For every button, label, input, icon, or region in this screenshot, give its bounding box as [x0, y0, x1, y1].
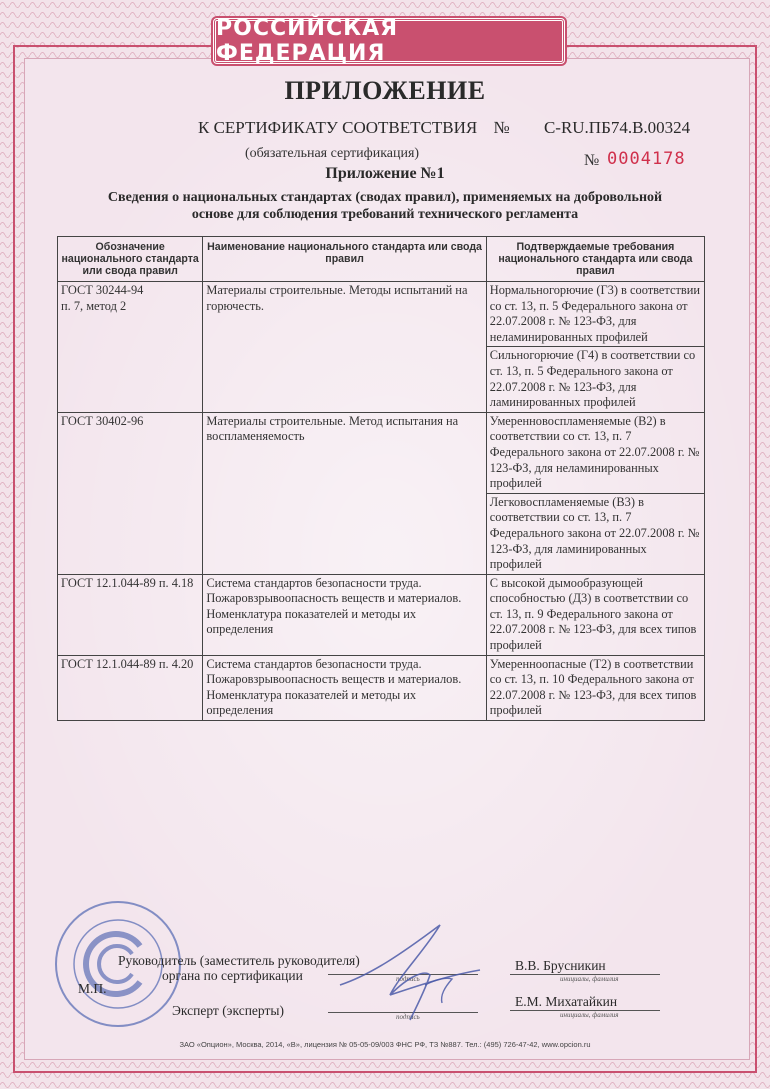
- expert-label: Эксперт (эксперты): [172, 1003, 284, 1018]
- cell-requirement: С высокой дымообразующей способностью (Д3) в соответствии со ст. 13, п. 9 Федерального закона от 22.07.2008 г. № 123-ФЗ, для всех типов профилей: [486, 574, 704, 655]
- head-name: В.В. Брусникин: [515, 958, 606, 973]
- document-title: ПРИЛОЖЕНИЕ: [284, 76, 486, 105]
- cell-requirement: Умеренновоспламеняемые (В2) в соответствии со ст. 13, п. 7 Федерального закона от 22.07.2008 г. № 123-ФЗ, для неламинированных профилей: [486, 412, 704, 493]
- cell-name: Материалы строительные. Метод испытания на воспламеняемость: [203, 412, 486, 574]
- header-requirements: Подтверждаемые требования национального стандарта или свода правил: [486, 237, 704, 282]
- name-caption: инициалы, фамилия: [560, 1011, 619, 1019]
- code-text: п. 7, метод 2: [61, 298, 127, 313]
- country-banner: РОССИЙСКАЯ ФЕДЕРАЦИЯ: [213, 18, 565, 64]
- cell-name: Система стандартов безопасности труда. Пожаровзрывоопасность веществ и материалов. Номенклатура показателей и методы их определения: [203, 574, 486, 655]
- table-row: [58, 412, 705, 493]
- printer-footer: ЗАО «Опцион», Москва, 2014, «В», лицензия № 05-05-09/003 ФНС РФ, ТЗ №887. Тел.: (495) 726-47-42, www.opcion.ru: [179, 1040, 591, 1049]
- mandatory-note: (обязательная сертификация): [245, 146, 420, 161]
- code-text: ГОСТ 30244-94: [61, 283, 144, 297]
- serial-sign: №: [584, 152, 600, 169]
- cell-code: ГОСТ 30402-96: [58, 412, 203, 574]
- cell-code: ГОСТ 12.1.044-89 п. 4.18: [58, 574, 203, 655]
- appendix-title: Приложение №1: [325, 165, 445, 182]
- cell-requirement: Умеренноопасные (Т2) в соответствии со ст. 13, п. 10 Федерального закона от 22.07.2008 г. № 123-ФЗ, для всех типов профилей: [486, 655, 704, 720]
- header-code: Обозначение национального стандарта или свода правил: [58, 237, 203, 282]
- subtitle-line: основе для соблюдения требований технического регламента: [191, 207, 579, 222]
- cell-code: [58, 282, 203, 413]
- head-title-line1: Руководитель (заместитель руководителя): [118, 953, 360, 968]
- certificate-number: C-RU.ПБ74.В.00324: [543, 118, 691, 137]
- cell-name: Материалы строительные. Методы испытаний на горючесть.: [203, 282, 486, 413]
- cell-name: Система стандартов безопасности труда. Пожаровзрывоопасность веществ и материалов. Номенклатура показателей и методы их определения: [203, 655, 486, 720]
- head-title-line2: органа по сертификации: [162, 968, 303, 983]
- header-name: Наименование национального стандарта или свода правил: [203, 237, 486, 282]
- cell-requirement: Нормальногорючие (Г3) в соответствии со ст. 13, п. 5 Федерального закона от 22.07.2008 г. № 123-ФЗ, для неламинированных профилей: [486, 282, 704, 347]
- expert-name: Е.М. Михатайкин: [515, 994, 618, 1009]
- table-row: [58, 655, 705, 720]
- table-subtitle: [80, 189, 690, 223]
- table-row: [58, 574, 705, 655]
- certificate-label: К СЕРТИФИКАТУ СООТВЕТСТВИЯ: [198, 118, 478, 137]
- cell-code: ГОСТ 12.1.044-89 п. 4.20: [58, 655, 203, 720]
- subtitle-line: Сведения о национальных стандартах (сводах правил), применяемых на добровольной: [107, 190, 663, 205]
- stamp-place-label: М.П.: [78, 981, 107, 996]
- handwritten-signature: [330, 915, 500, 1025]
- table-row: [58, 282, 705, 347]
- cell-requirement: Сильногорючие (Г4) в соответствии со ст. 13, п. 5 Федерального закона от 22.07.2008 г. № 123-ФЗ, для ламинированных профилей: [486, 347, 704, 412]
- standards-table: [57, 236, 705, 721]
- signature-caption: подпись: [396, 975, 420, 983]
- signature-caption: подпись: [396, 1013, 420, 1021]
- number-sign: №: [493, 118, 510, 137]
- serial-number: 0004178: [607, 149, 686, 169]
- cell-requirement: Легковоспламеняемые (В3) в соответствии со ст. 13, п. 7 Федерального закона от 22.07.2008 г. № 123-ФЗ, для ламинированных профилей: [486, 493, 704, 574]
- table-header-row: [58, 237, 705, 282]
- certificate-line: [198, 118, 690, 138]
- name-caption: инициалы, фамилия: [560, 975, 619, 983]
